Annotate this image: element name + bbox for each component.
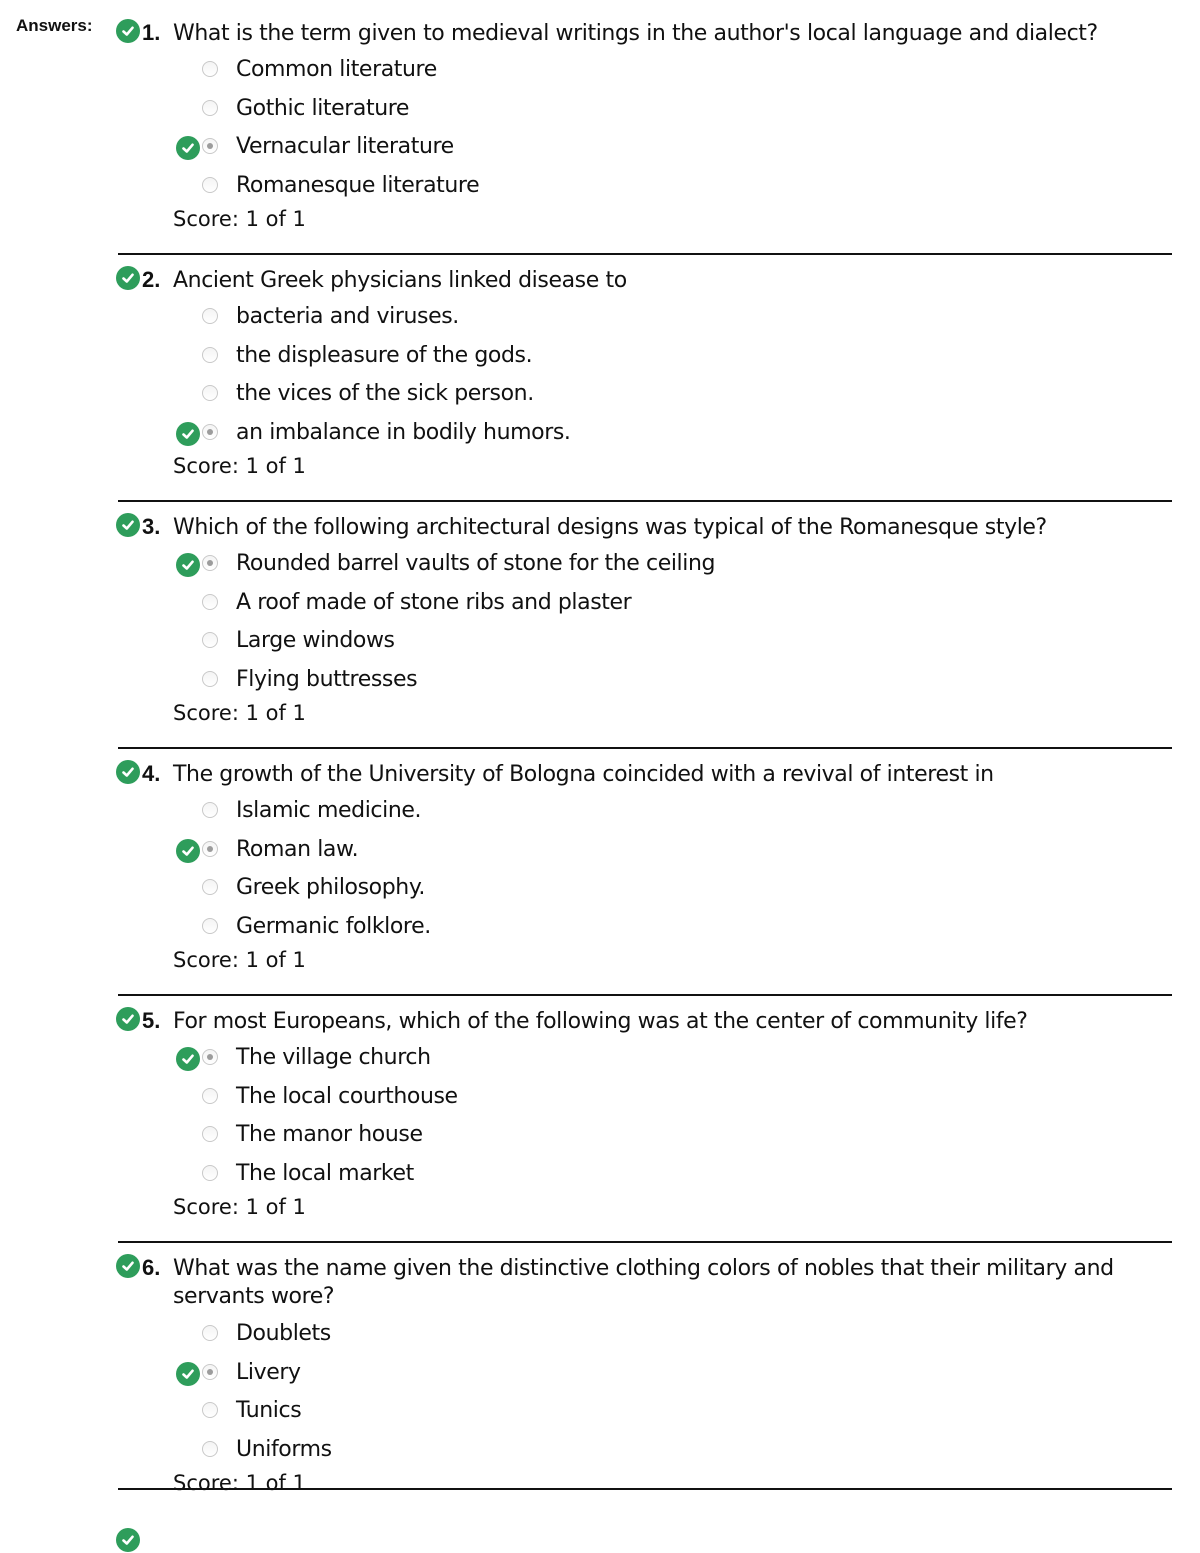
option-label: Flying buttresses bbox=[236, 666, 418, 692]
radio-button[interactable] bbox=[202, 308, 218, 324]
radio-button[interactable] bbox=[202, 424, 218, 440]
answer-option[interactable] bbox=[0, 876, 1200, 914]
answer-option[interactable] bbox=[0, 1162, 1200, 1200]
question-number: 6. bbox=[142, 1255, 161, 1280]
answer-option[interactable] bbox=[0, 1123, 1200, 1161]
score-text: Score: 1 of 1 bbox=[173, 1471, 306, 1495]
radio-button[interactable] bbox=[202, 841, 218, 857]
radio-button[interactable] bbox=[202, 1126, 218, 1142]
question-header bbox=[116, 511, 1130, 542]
radio-button[interactable] bbox=[202, 347, 218, 363]
radio-button[interactable] bbox=[202, 802, 218, 818]
option-label: Vernacular literature bbox=[236, 134, 454, 159]
radio-button[interactable] bbox=[202, 1402, 218, 1418]
option-label: Rounded barrel vaults of stone for the ceiling bbox=[236, 551, 716, 576]
answer-option[interactable] bbox=[0, 58, 1200, 96]
answer-option[interactable] bbox=[0, 305, 1200, 343]
check-icon bbox=[116, 266, 140, 290]
option-label: Uniforms bbox=[236, 1436, 332, 1462]
divider bbox=[118, 500, 1172, 502]
question-header bbox=[116, 1252, 1130, 1311]
option-label: Roman law. bbox=[236, 836, 359, 862]
radio-button[interactable] bbox=[202, 385, 218, 401]
check-icon bbox=[116, 1007, 140, 1031]
check-icon bbox=[176, 1047, 200, 1071]
answer-option[interactable] bbox=[0, 799, 1200, 837]
option-label: Germanic folklore. bbox=[236, 913, 431, 939]
radio-button[interactable] bbox=[202, 61, 218, 77]
option-label: The village church bbox=[236, 1045, 431, 1070]
divider bbox=[118, 747, 1172, 749]
radio-button[interactable] bbox=[202, 1364, 218, 1380]
option-label: Greek philosophy. bbox=[236, 875, 425, 900]
radio-button[interactable] bbox=[202, 632, 218, 648]
answer-option[interactable] bbox=[0, 382, 1200, 420]
answer-option[interactable] bbox=[0, 97, 1200, 135]
option-label: The local courthouse bbox=[236, 1083, 458, 1109]
answer-option[interactable] bbox=[0, 915, 1200, 953]
radio-button[interactable] bbox=[202, 671, 218, 687]
score-text: Score: 1 of 1 bbox=[173, 454, 306, 478]
answer-option[interactable] bbox=[0, 344, 1200, 382]
option-label: Common literature bbox=[236, 57, 437, 82]
question-text: Which of the following architectural designs was typical of the Romanesque style? bbox=[173, 515, 1047, 540]
option-label: A roof made of stone ribs and plaster bbox=[236, 589, 632, 615]
question-header bbox=[116, 1005, 1130, 1036]
answer-option[interactable] bbox=[0, 838, 1200, 876]
question-text: For most Europeans, which of the following was at the center of community life? bbox=[173, 1009, 1028, 1034]
check-icon bbox=[176, 422, 200, 446]
question-number: 1. bbox=[142, 20, 161, 45]
question-header bbox=[116, 758, 1130, 789]
radio-button[interactable] bbox=[202, 1165, 218, 1181]
radio-button[interactable] bbox=[202, 1088, 218, 1104]
question-text: The growth of the University of Bologna coincided with a revival of interest in bbox=[173, 762, 994, 787]
score-text: Score: 1 of 1 bbox=[173, 948, 306, 972]
check-icon bbox=[116, 513, 140, 537]
option-label: Large windows bbox=[236, 628, 395, 653]
radio-button[interactable] bbox=[202, 1325, 218, 1341]
check-icon bbox=[116, 760, 140, 784]
option-label: Islamic medicine. bbox=[236, 798, 422, 823]
question-number: 2. bbox=[142, 267, 161, 292]
question-header bbox=[116, 264, 1130, 295]
radio-button[interactable] bbox=[202, 555, 218, 571]
check-icon bbox=[176, 136, 200, 160]
check-icon bbox=[116, 1528, 140, 1552]
radio-button[interactable] bbox=[202, 100, 218, 116]
option-label: Gothic literature bbox=[236, 95, 410, 121]
radio-button[interactable] bbox=[202, 594, 218, 610]
answer-option[interactable] bbox=[0, 591, 1200, 629]
question-number: 5. bbox=[142, 1008, 161, 1033]
answer-option[interactable] bbox=[0, 552, 1200, 590]
question-number: 3. bbox=[142, 514, 161, 539]
option-label: bacteria and viruses. bbox=[236, 304, 459, 329]
score-text: Score: 1 of 1 bbox=[173, 701, 306, 725]
question-text: Ancient Greek physicians linked disease to bbox=[173, 268, 627, 293]
radio-button[interactable] bbox=[202, 1049, 218, 1065]
check-icon bbox=[176, 1362, 200, 1386]
question-header bbox=[116, 17, 1130, 48]
answer-option[interactable] bbox=[0, 1399, 1200, 1437]
divider bbox=[118, 1241, 1172, 1243]
option-label: Romanesque literature bbox=[236, 172, 480, 198]
score-text: Score: 1 of 1 bbox=[173, 1195, 306, 1219]
divider bbox=[118, 994, 1172, 996]
divider bbox=[118, 253, 1172, 255]
answers-label: Answers: bbox=[16, 16, 93, 35]
radio-button[interactable] bbox=[202, 1441, 218, 1457]
answer-option[interactable] bbox=[0, 174, 1200, 212]
option-label: Doublets bbox=[236, 1321, 331, 1346]
answer-option[interactable] bbox=[0, 668, 1200, 706]
option-label: the vices of the sick person. bbox=[236, 381, 534, 406]
answer-option[interactable] bbox=[0, 629, 1200, 667]
radio-button[interactable] bbox=[202, 138, 218, 154]
option-label: Livery bbox=[236, 1359, 301, 1385]
answer-option[interactable] bbox=[0, 1085, 1200, 1123]
option-label: the displeasure of the gods. bbox=[236, 342, 533, 368]
question-number: 4. bbox=[142, 761, 161, 786]
answer-option[interactable] bbox=[0, 421, 1200, 459]
check-icon bbox=[116, 19, 140, 43]
check-icon bbox=[116, 1254, 140, 1278]
option-label: The local market bbox=[236, 1160, 414, 1186]
radio-button[interactable] bbox=[202, 918, 218, 934]
option-label: Tunics bbox=[236, 1398, 302, 1423]
option-label: an imbalance in bodily humors. bbox=[236, 419, 571, 445]
answer-option[interactable] bbox=[0, 135, 1200, 173]
radio-button[interactable] bbox=[202, 879, 218, 895]
radio-button[interactable] bbox=[202, 177, 218, 193]
check-icon bbox=[176, 839, 200, 863]
score-text: Score: 1 of 1 bbox=[173, 207, 306, 231]
question-text: What is the term given to medieval writings in the author's local language and dialect? bbox=[173, 21, 1098, 46]
option-label: The manor house bbox=[236, 1122, 423, 1147]
question-text: What was the name given the distinctive clothing colors of nobles that their military and servants wore? bbox=[173, 1256, 1114, 1309]
divider bbox=[118, 1488, 1172, 1490]
check-icon bbox=[176, 553, 200, 577]
answer-option[interactable] bbox=[0, 1046, 1200, 1084]
answer-option[interactable] bbox=[0, 1361, 1200, 1399]
answer-option[interactable] bbox=[0, 1438, 1200, 1476]
answer-option[interactable] bbox=[0, 1322, 1200, 1360]
